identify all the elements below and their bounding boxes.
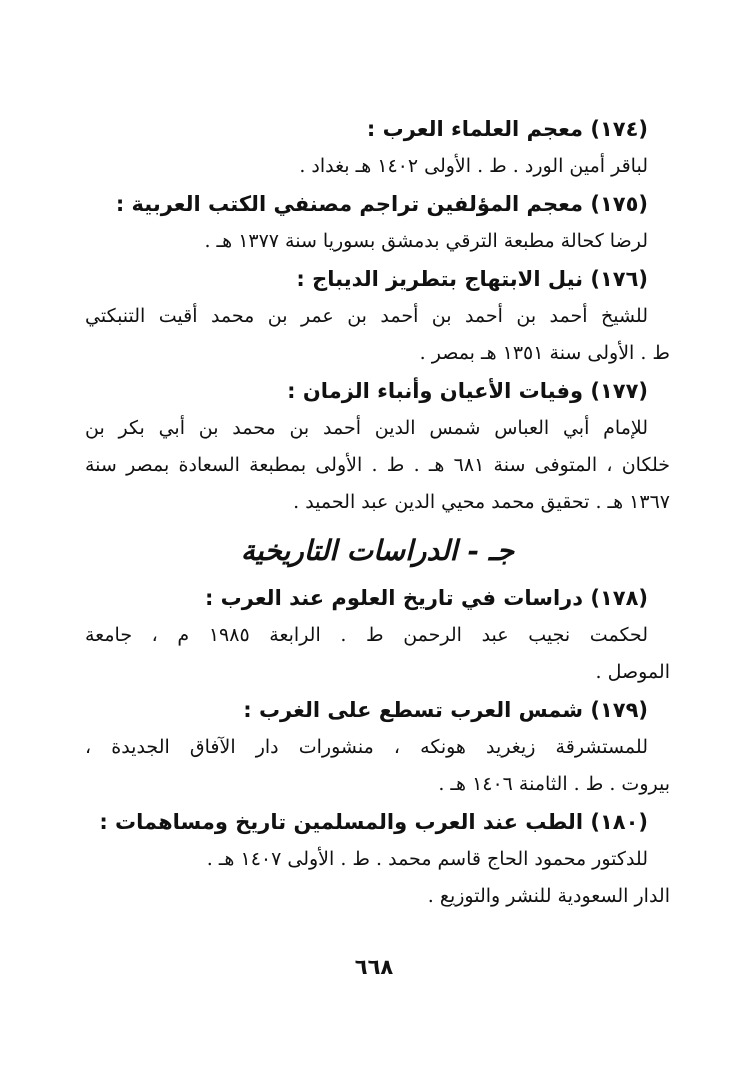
- page-number: ٦٦٨: [354, 955, 394, 979]
- entry-180: [85, 803, 670, 915]
- entry-line: للإمام أبي العباس شمس الدين أحمد بن محمد بن أبي بكر بن: [85, 417, 648, 439]
- entry-176: [85, 260, 670, 372]
- entry-174: [85, 110, 670, 185]
- entry-line: لباقر أمين الورد . ط . الأولى ١٤٠٢ هـ بغداد .: [299, 155, 648, 177]
- entry-line: للشيخ أحمد بن أحمد بن أحمد بن عمر بن محمد أقيت التنبكتي: [85, 305, 648, 327]
- entry-body: [85, 410, 670, 521]
- entry-title: (١٧٨) دراسات في تاريخ العلوم عند العرب :: [204, 586, 648, 610]
- entry-175: [85, 185, 670, 260]
- page-content: [85, 110, 670, 915]
- entry-body: [85, 223, 670, 260]
- entry-line: للمستشرقة زيغريد هونكه ، منشورات دار الآفاق الجديدة ،: [85, 736, 648, 758]
- entry-title: (١٧٤) معجم العلماء العرب :: [366, 117, 648, 141]
- entry-line: ط . الأولى سنة ١٣٥١ هـ بمصر .: [419, 342, 670, 364]
- entry-179: [85, 691, 670, 803]
- entry-177: [85, 372, 670, 521]
- entry-title: (١٨٠) الطب عند العرب والمسلمين تاريخ ومساهمات :: [99, 810, 648, 834]
- entry-line: ١٣٦٧ هـ . تحقيق محمد محيي الدين عبد الحميد .: [293, 491, 670, 513]
- entry-line: خلكان ، المتوفى سنة ٦٨١ هـ . ط . الأولى بمطبعة السعادة بمصر سنة: [85, 454, 670, 476]
- entry-title: (١٧٧) وفيات الأعيان وأنباء الزمان :: [287, 379, 648, 403]
- entry-body: [85, 617, 670, 691]
- entry-title: (١٧٩) شمس العرب تسطع على الغرب :: [243, 698, 648, 722]
- entry-body: [85, 148, 670, 185]
- entry-line: لرضا كحالة مطبعة الترقي بدمشق بسوريا سنة ١٣٧٧ هـ .: [204, 230, 648, 252]
- entry-body: [85, 729, 670, 803]
- entry-line: الدار السعودية للنشر والتوزيع .: [427, 885, 670, 907]
- entry-line: لحكمت نجيب عبد الرحمن ط . الرابعة ١٩٨٥ م ، جامعة: [85, 624, 648, 646]
- entry-line: بيروت . ط . الثامنة ١٤٠٦ هـ .: [438, 773, 670, 795]
- entry-line: الموصل .: [595, 661, 670, 683]
- entry-178: [85, 579, 670, 691]
- entry-title: (١٧٥) معجم المؤلفين تراجم مصنفي الكتب العربية :: [115, 192, 648, 216]
- section-heading: جـ - الدراسات التاريخية: [240, 534, 515, 567]
- entry-body: [85, 298, 670, 372]
- entry-line: للدكتور محمود الحاج قاسم محمد . ط . الأولى ١٤٠٧ هـ .: [206, 848, 648, 870]
- entry-title: (١٧٦) نيل الابتهاج بتطريز الديباج :: [296, 267, 648, 291]
- entry-body: [85, 841, 670, 915]
